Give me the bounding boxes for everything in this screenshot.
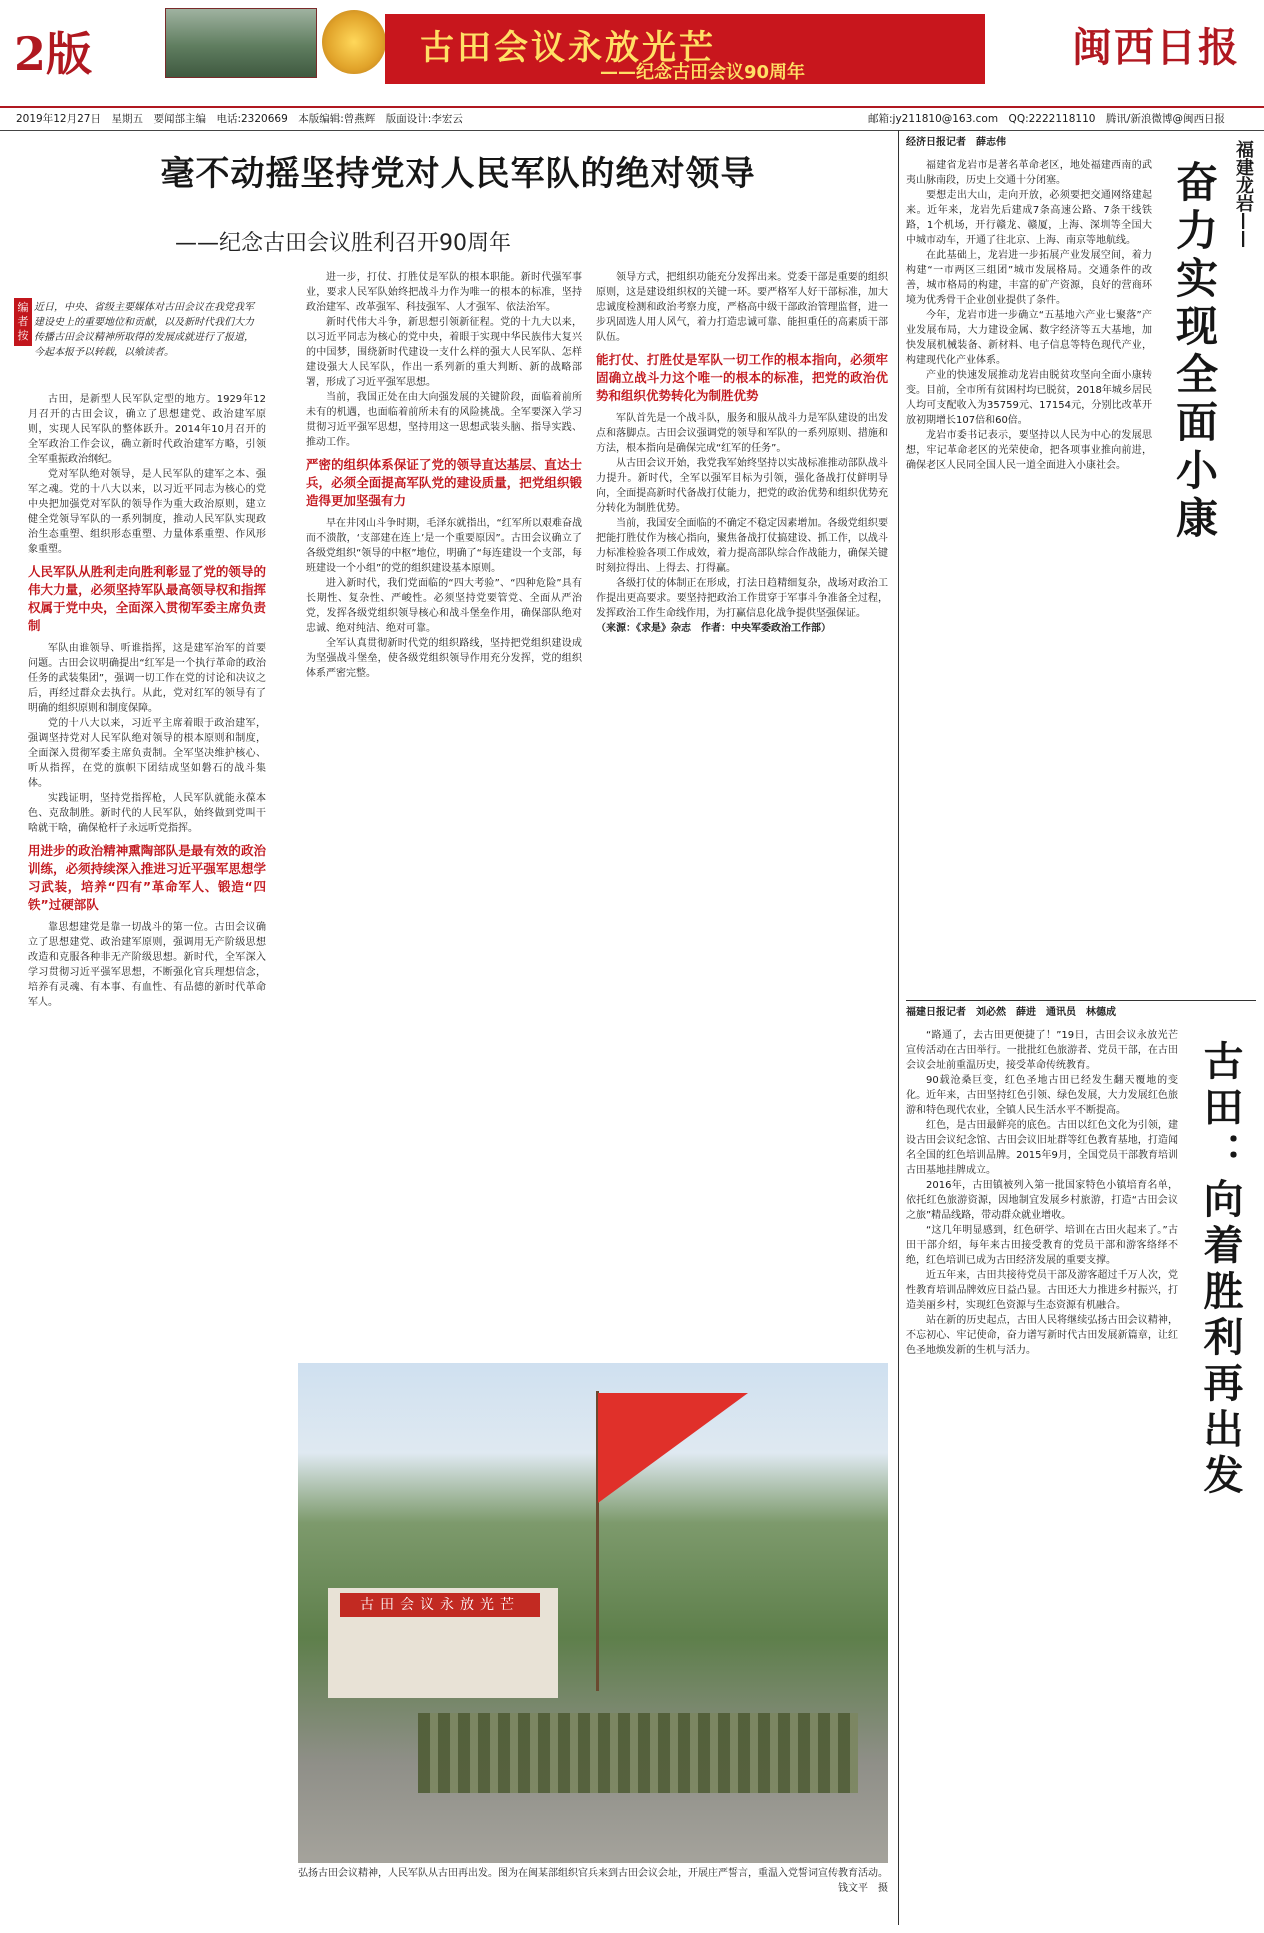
story-divider [906, 1000, 1256, 1001]
paragraph: 进一步，打仗、打胜仗是军队的根本职能。新时代强军事业，要求人民军队始终把战斗力作为唯一的根本的标准，坚持政治建军、改革强军、科技强军、人才强军、依法治军。 [306, 272, 582, 313]
paragraph: 产业的快速发展推动龙岩由脱贫攻坚向全面小康转变。目前，全市所有贫困村均已脱贫，2018年城乡居民人均可支配收入为35759元、17154元，分别比改革开放初期增长107倍和60倍。 [906, 370, 1152, 426]
photo-caption [298, 1866, 888, 1896]
paragraph: 当前，我国正处在由大向强发展的关键阶段，面临着前所未有的机遇，也面临着前所未有的风险挑战。全军要深入学习贯彻习近平强军思想，坚持用这一思想武装头脑、指导实践、推动工作。 [306, 392, 582, 448]
paragraph: 要想走出大山，走向开放，必须要把交通网络建起来。近年来，龙岩先后建成7条高速公路、7条干线铁路，1个机场，开行赣龙、赣厦，上海、深圳等全国大中城市动车，开通了往北京、上海、南京等地航线。 [906, 190, 1152, 246]
paragraph: 靠思想建党是靠一切战斗的第一位。古田会议确立了思想建党、政治建军原则，强调用无产阶级思想改造和克服各种非无产阶级思想。新时代，全军深入学习贯彻习近平强军思想，不断强化官兵理想信念，培养有灵魂、有本事、有血性、有品德的新时代革命军人。 [28, 922, 266, 1008]
paragraph: 近五年来，古田共接待党员干部及游客超过千万人次，党性教育培训品牌效应日益凸显。古田还大力推进乡村振兴，打造美丽乡村，实现红色资源与生态资源有机融合。 [906, 1270, 1178, 1311]
article-column-1 [28, 392, 266, 1852]
paragraph: 进入新时代，我们党面临的“四大考验”、“四种危险”具有长期性、复杂性、严峻性。必须坚持党要管党、全面从严治党，发挥各级党组织领导核心和战斗堡垒作用，确保部队绝对忠诚、绝对纯洁、绝对可靠。 [306, 578, 582, 634]
page-number: 2版 [14, 27, 93, 81]
column-divider [898, 130, 899, 1925]
page-banner [0, 0, 1264, 105]
paragraph: 今年，龙岩市进一步确立“五基地六产业七聚落”产业发展布局，大力建设金属、数字经济等五大基地，加快发展机械装备、新材料、电子信息等特色现代产业，构建现代化产业体系。 [906, 310, 1152, 366]
paragraph: 全军认真贯彻新时代党的组织路线，坚持把党组织建设成为坚强战斗堡垒，使各级党组织领导作用充分发挥，党的组织体系严密完整。 [306, 638, 582, 679]
newspaper-masthead: 闽西日报 [1072, 24, 1240, 71]
banner-photo [165, 8, 317, 78]
paragraph: 党对军队绝对领导，是人民军队的建军之本、强军之魂。党的十八大以来，以习近平同志为核心的党中央把加强党对军队的领导作为重大政治原则，建立健全党领导军队的一系列制度，推动人民军队实现政治生态重塑、组织形态重塑、力量体系重塑、作风形象重塑。 [28, 469, 266, 555]
section-heading: 能打仗、打胜仗是军队一切工作的根本指向，必须牢固确立战斗力这个唯一的根本的标准，把党的政治优势和组织优势转化为制胜优势 [596, 352, 888, 403]
caption-text: 弘扬古田会议精神，人民军队从古田再出发。图为在闽某部组织官兵来到古田会议会址，开展庄严誓言，重温入党誓词宣传教育活动。 [298, 1868, 888, 1879]
paragraph: “这几年明显感到，红色研学、培训在古田火起来了。”古田干部介绍，每年来古田接受教育的党员干部和游客络绎不绝，红色培训已成为古田经济发展的重要支撑。 [906, 1225, 1178, 1266]
paragraph: 龙岩市委书记表示，要坚持以人民为中心的发展思想，牢记革命老区的光荣使命，把各项事业推向前进，确保老区人民同全国人民一道全面进入小康社会。 [906, 430, 1152, 471]
story2-body [906, 1028, 1178, 1923]
article-subtitle: ——纪念古田会议胜利召开90周年 [175, 231, 511, 256]
party-emblem-icon [322, 10, 386, 74]
section-heading: 用进步的政治精神熏陶部队是最有效的政治训练，必须持续深入推进习近平强军思想学习武装，培养“四有”革命军人、锻造“四铁”过硬部队 [28, 843, 266, 912]
paragraph: 古田，是新型人民军队定型的地方。1929年12月召开的古田会议，确立了思想建党、政治建军原则，实现人民军队的整体跃升。2014年10月召开的全军政治工作会议，确立新时代政治建军方略，引领全军重振政治纲纪。 [28, 394, 266, 465]
paragraph: 党的十八大以来，习近平主席着眼于政治建军，强调坚持党对人民军队绝对领导的根本原则和制度，全面深入贯彻军委主席负责制。全军坚决维护核心、听从指挥，在党的旗帜下团结成坚如磐石的战斗集体。 [28, 718, 266, 789]
paragraph: 军队首先是一个战斗队，服务和服从战斗力是军队建设的出发点和落脚点。古田会议强调党的领导和军队的一系列原则、措施和方法，根本指向是确保完成“红军的任务”。 [596, 413, 888, 454]
section-heading: 严密的组织体系保证了党的领导直达基层、直达士兵，必须全面提高军队党的建设质量，把党组织锻造得更加坚强有力 [306, 457, 582, 508]
section-heading: 人民军队从胜利走向胜利彰显了党的领导的伟大力量，必须坚持军队最高领导权和指挥权属于党中央，全面深入贯彻军委主席负责制 [28, 564, 266, 633]
supplement-subtitle: ——纪念古田会议90周年 [600, 62, 806, 83]
paragraph: 站在新的历史起点，古田人民将继续弘扬古田会议精神，不忘初心、牢记使命，奋力谱写新时代古田发展新篇章，让红色圣地焕发新的生机与活力。 [906, 1315, 1178, 1356]
editor-note-tag: 编者按 [14, 298, 32, 346]
story1-byline: 经济日报记者 薛志伟 [906, 137, 1006, 148]
edition-info: 2019年12月27日 星期五 要闻部主编 电话:2320669 本版编辑:曾燕辉 版面设计:李宏云 [16, 113, 463, 125]
supplement-title: 古田会议永放光芒 [420, 28, 716, 68]
news-photo [298, 1363, 888, 1863]
photo-credit: 钱文平 摄 [838, 1883, 888, 1894]
story1-title: 奋力实现全面小康 [1170, 160, 1219, 544]
article-source: （来源：《求是》杂志 作者：中央军委政治工作部） [596, 623, 831, 634]
paragraph: 福建省龙岩市是著名革命老区，地处福建西南的武夷山脉南段，历史上交通十分闭塞。 [906, 160, 1152, 186]
paragraph: 各级打仗的体制正在形成，打法日趋精细复杂，战场对政治工作提出更高要求。要坚持把政治工作贯穿于军事斗争准备全过程，发挥政治工作生命线作用，为打赢信息化战争提供坚强保证。 [596, 578, 888, 619]
article-column-3 [596, 270, 888, 1355]
red-flag [598, 1393, 748, 1503]
story1-kicker: 福建龙岩—— [1233, 140, 1254, 248]
editor-note: 近日，中央、省级主要媒体对古田会议在我党我军建设史上的重要地位和贡献，以及新时代我们大力传播古田会议精神所取得的发展成就进行了报道，今起本报予以转载，以飨读者。 [34, 302, 254, 358]
paragraph: 早在井冈山斗争时期，毛泽东就指出，“红军所以艰难奋战而不溃散，‘支部建在连上’是一个重要原因”。古田会议确立了各级党组织“领导的中枢”地位，明确了“每连建设一个支部，每班建设一个小组”的党的组织建设基本原则。 [306, 518, 582, 574]
paragraph: 领导方式，把组织功能充分发挥出来。党委干部是重要的组织原则，这是建设组织权的关键一环。要严格军人好干部标准，加大忠诚度检测和政治考察力度，严格高中级干部政治管理监督，进一步巩固选人用人风气，着力打造忠诚可靠、能担重任的高素质干部队伍。 [596, 272, 888, 343]
story1-body [906, 158, 1152, 928]
paragraph: “路通了，去古田更便捷了！”19日，古田会议永放光芒宣传活动在古田举行。一批批红色旅游者、党员干部，在古田会议会址前重温历史，接受革命传统教育。 [906, 1030, 1178, 1071]
marching-soldiers [418, 1713, 858, 1793]
paragraph: 90载沧桑巨变，红色圣地古田已经发生翻天覆地的变化。近年来，古田坚持红色引领、绿色发展，大力发展红色旅游和特色现代农业，全镇人民生活水平不断提高。 [906, 1075, 1178, 1116]
story2-byline: 福建日报记者 刘必然 薛进 通讯员 林德成 [906, 1007, 1116, 1018]
contact-info: 邮箱:jy211810@163.com QQ:2222118110 腾讯/新浪微博@闽西日报 [868, 113, 1225, 125]
paragraph: 在此基础上，龙岩进一步拓展产业发展空间，着力构建“一市两区三组团”城市发展格局。交通条件的改善，城市格局的构建，丰富的矿产资源，良好的营商环境为优秀骨干企业创业提供了条件。 [906, 250, 1152, 306]
paragraph: 实践证明，坚持党指挥枪，人民军队就能永葆本色、克敌制胜。新时代的人民军队，始终做到党叫干啥就干啥，确保枪杆子永远听党指挥。 [28, 793, 266, 834]
paragraph: 军队由谁领导、听谁指挥，这是建军治军的首要问题。古田会议明确提出“红军是一个执行革命的政治任务的武装集团”，强调一切工作在党的讨论和决议之后，再经过群众去执行。从此，党对红军的领导有了明确的组织原则和制度保障。 [28, 643, 266, 714]
paragraph: 从古田会议开始，我党我军始终坚持以实战标准推动部队战斗力提升。新时代，全军以强军目标为引领，强化备战打仗鲜明导向，全面提高新时代备战打仗能力，把党的政治优势和组织优势充分转化为制胜优势。 [596, 458, 888, 514]
paragraph: 2016年，古田镇被列入第一批国家特色小镇培育名单，依托红色旅游资源，因地制宜发展乡村旅游，打造“古田会议之旅”精品线路，带动群众就业增收。 [906, 1180, 1178, 1221]
story2-title: 古田：向着胜利再出发 [1197, 1040, 1244, 1500]
paragraph: 红色，是古田最鲜亮的底色。古田以红色文化为引领，建设古田会议纪念馆、古田会议旧址群等红色教育基地，打造闻名全国的红色培训品牌。2015年9月，全国党员干部教育培训古田基地挂牌成立。 [906, 1120, 1178, 1176]
article-title: 毫不动摇坚持党对人民军队的绝对领导 [160, 154, 756, 194]
paragraph: 当前，我国安全面临的不确定不稳定因素增加。各级党组织要把能打胜仗作为核心指向，聚焦备战打仗搞建设、抓工作，以战斗力标准检验各项工作成效，着力提高部队综合作战能力，确保关键时刻拉得出、上得去、打得赢。 [596, 518, 888, 574]
paragraph: 新时代伟大斗争，新思想引领新征程。党的十九大以来，以习近平同志为核心的党中央，着眼于实现中华民族伟大复兴的中国梦，围绕新时代建设一支什么样的强大人民军队、怎样建设强大人民军队，作出一系列新的重大判断、新的战略部署，形成了习近平强军思想。 [306, 317, 582, 388]
info-bar [0, 106, 1264, 131]
article-column-2 [306, 270, 582, 1355]
building-banner: 古田会议永放光芒 [340, 1593, 540, 1617]
